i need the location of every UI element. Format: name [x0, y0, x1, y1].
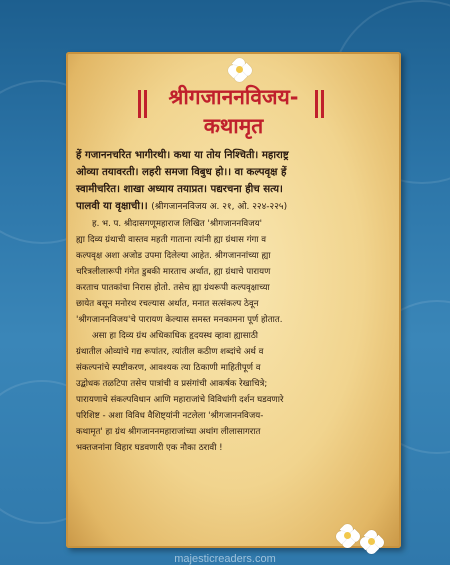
verse-line [76, 198, 391, 216]
paragraph-line: करताच पातकांचा निरास होतो. तसेच ह्या ग्रंथरूपी कल्पवृक्षाच्या [76, 283, 270, 293]
site-watermark: majesticreaders.com [174, 553, 276, 565]
paragraph-line: 'श्रीगजाननविजय'चे पारायण केल्यास समस्त मनकामना पूर्ण होतात. [76, 315, 283, 325]
paragraph-line: उद्बोधक तळटिपा तसेच पात्रांची व प्रसंगांची आकर्षक रेखाचित्रे; [76, 379, 268, 389]
verse-line: ओव्या तयावरती। लहरी समजा विबुध हो।। वा कल्पवृक्ष हें [76, 167, 287, 178]
verse-line: हें गजाननचरित भागीरथी। कथा या तोय निश्चिती। महाराष्ट्र [76, 150, 289, 161]
paragraph-2 [76, 328, 391, 456]
title-line-1: श्रीगजाननविजय- [168, 85, 299, 109]
verse-block [76, 147, 391, 216]
paragraph-line: संकल्पनांचे स्पष्टीकरण, आवश्यक त्या ठिकाणी माहितीपूर्ण व [76, 363, 261, 373]
blurb-content [76, 147, 391, 456]
verse-line: स्वामीचरित। शाखा अध्याय तयाप्रत। पद्यरचना हीच सत्य। [76, 184, 283, 195]
paragraph-line: ह्या दिव्य ग्रंथाची वास्तव महती गाताना त्यांनी ह्या ग्रंथास गंगा व [76, 235, 267, 245]
paragraph-line: ह. भ. प. श्रीदासगणूमहाराज लिखित 'श्रीगजाननविजय' [92, 219, 262, 229]
parchment-panel [66, 52, 401, 548]
paragraph-line: भक्तजनांना विहार घडवणारी एक नौका ठरावी ! [76, 443, 223, 453]
paragraph-line: परिशिष्ट - अशा विविध वैशिष्ट्यांनी नटलेला 'श्रीगजाननविजय- [76, 411, 264, 421]
paragraph-line: पारायणाचे संकल्पविधान आणि महाराजांचे विविधांगी दर्शन घडवणारे [76, 395, 284, 405]
verse-reference: (श्रीगजाननविजय अ. २१, ओ. २२४-२२५) [151, 202, 288, 212]
white-flower-icon [360, 530, 384, 554]
paragraph-line: कथामृत' हा ग्रंथ श्रीगजाननमहाराजांच्या अथांग लीलासागरात [76, 427, 261, 437]
paragraph-line: असा हा दिव्य ग्रंथ अधिकाधिक हृदयस्थ व्हावा ह्यासाठी [92, 331, 259, 341]
verse-line-text: पालवी या वृक्षाची।। [76, 201, 148, 212]
paragraph-line: ग्रंथातील ओव्यांचे गद्य रूपांतर, त्यांतील कठीण शब्दांचे अर्थ व [76, 347, 264, 357]
white-flower-icon [228, 58, 252, 82]
paragraph-line: छायेत बसून मनोरथ रचल्यास अर्थात, मनात सत्संकल्प ठेवून [76, 299, 259, 309]
paragraph-line: कल्पवृक्ष अशा अजोड उपमा दिलेल्या आहेत. श्रीगजाननांच्या ह्या [76, 251, 271, 261]
white-flower-icon [336, 524, 360, 548]
paragraph-1 [76, 216, 391, 328]
book-title [66, 83, 401, 141]
paragraph-line: चरित्रलीलारूपी गंगेत डुबकी मारताच अर्थात, ह्या ग्रंथाचे पारायण [76, 267, 271, 277]
title-line-2: कथामृत [203, 114, 264, 138]
